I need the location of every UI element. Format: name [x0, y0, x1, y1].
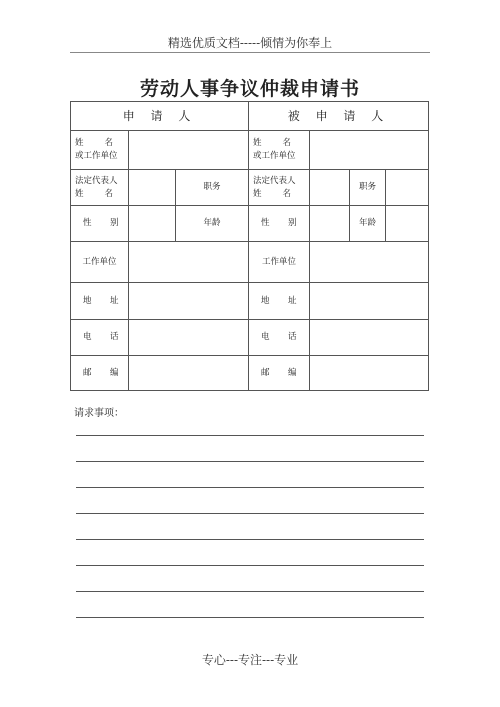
respondent-section-header: 被 申 请 人 — [249, 102, 429, 131]
page-header: 精选优质文档-----倾情为你奉上 — [167, 36, 333, 50]
respondent-address-label: 地 址 — [249, 283, 310, 320]
header-divider — [70, 52, 430, 53]
applicant-legal-rep-label: 法定代表人 姓 名 — [71, 170, 129, 206]
respondent-address-field[interactable] — [310, 283, 429, 320]
applicant-postcode-label: 邮 编 — [71, 356, 129, 391]
request-line[interactable] — [76, 565, 424, 566]
respondent-age-field[interactable] — [386, 206, 429, 242]
respondent-postcode-label: 邮 编 — [249, 356, 310, 391]
applicant-postcode-field[interactable] — [129, 356, 249, 391]
applicant-gender-label: 性 别 — [71, 206, 129, 242]
respondent-age-label: 年龄 — [350, 206, 386, 242]
respondent-legal-rep-label: 法定代表人 姓 名 — [249, 170, 310, 206]
applicant-gender-field[interactable] — [129, 206, 176, 242]
request-line[interactable] — [76, 617, 424, 618]
request-line[interactable] — [76, 461, 424, 462]
request-items-label: 请求事项： — [74, 408, 124, 419]
applicant-name-field[interactable] — [129, 131, 249, 170]
applicant-work-unit-field[interactable] — [129, 242, 249, 283]
respondent-position-label: 职务 — [350, 170, 386, 206]
request-line[interactable] — [76, 487, 424, 488]
respondent-gender-label: 性 别 — [249, 206, 310, 242]
respondent-legal-rep-field[interactable] — [310, 170, 350, 206]
applicant-phone-label: 电 话 — [71, 320, 129, 356]
respondent-gender-field[interactable] — [310, 206, 350, 242]
request-line[interactable] — [76, 591, 424, 592]
request-line[interactable] — [76, 513, 424, 514]
document-title: 劳动人事争议仲裁申请书 — [139, 78, 360, 100]
respondent-work-unit-label: 工作单位 — [249, 242, 310, 283]
applicant-address-field[interactable] — [129, 283, 249, 320]
applicant-section-header: 申 请 人 — [71, 102, 249, 131]
respondent-name-label: 姓 名 或工作单位 — [249, 131, 310, 170]
applicant-address-label: 地 址 — [71, 283, 129, 320]
respondent-work-unit-field[interactable] — [310, 242, 429, 283]
respondent-phone-label: 电 话 — [249, 320, 310, 356]
applicant-phone-field[interactable] — [129, 320, 249, 356]
applicant-work-unit-label: 工作单位 — [71, 242, 129, 283]
applicant-name-label: 姓 名 或工作单位 — [71, 131, 129, 170]
respondent-name-field[interactable] — [310, 131, 429, 170]
respondent-postcode-field[interactable] — [310, 356, 429, 391]
application-form-table — [70, 101, 429, 391]
applicant-age-label: 年龄 — [176, 206, 249, 242]
applicant-legal-rep-field[interactable] — [129, 170, 176, 206]
respondent-phone-field[interactable] — [310, 320, 429, 356]
request-line[interactable] — [76, 435, 424, 436]
applicant-position-label: 职务 — [176, 170, 249, 206]
respondent-position-field[interactable] — [386, 170, 429, 206]
request-line[interactable] — [76, 539, 424, 540]
page-footer: 专心---专注---专业 — [201, 653, 299, 667]
